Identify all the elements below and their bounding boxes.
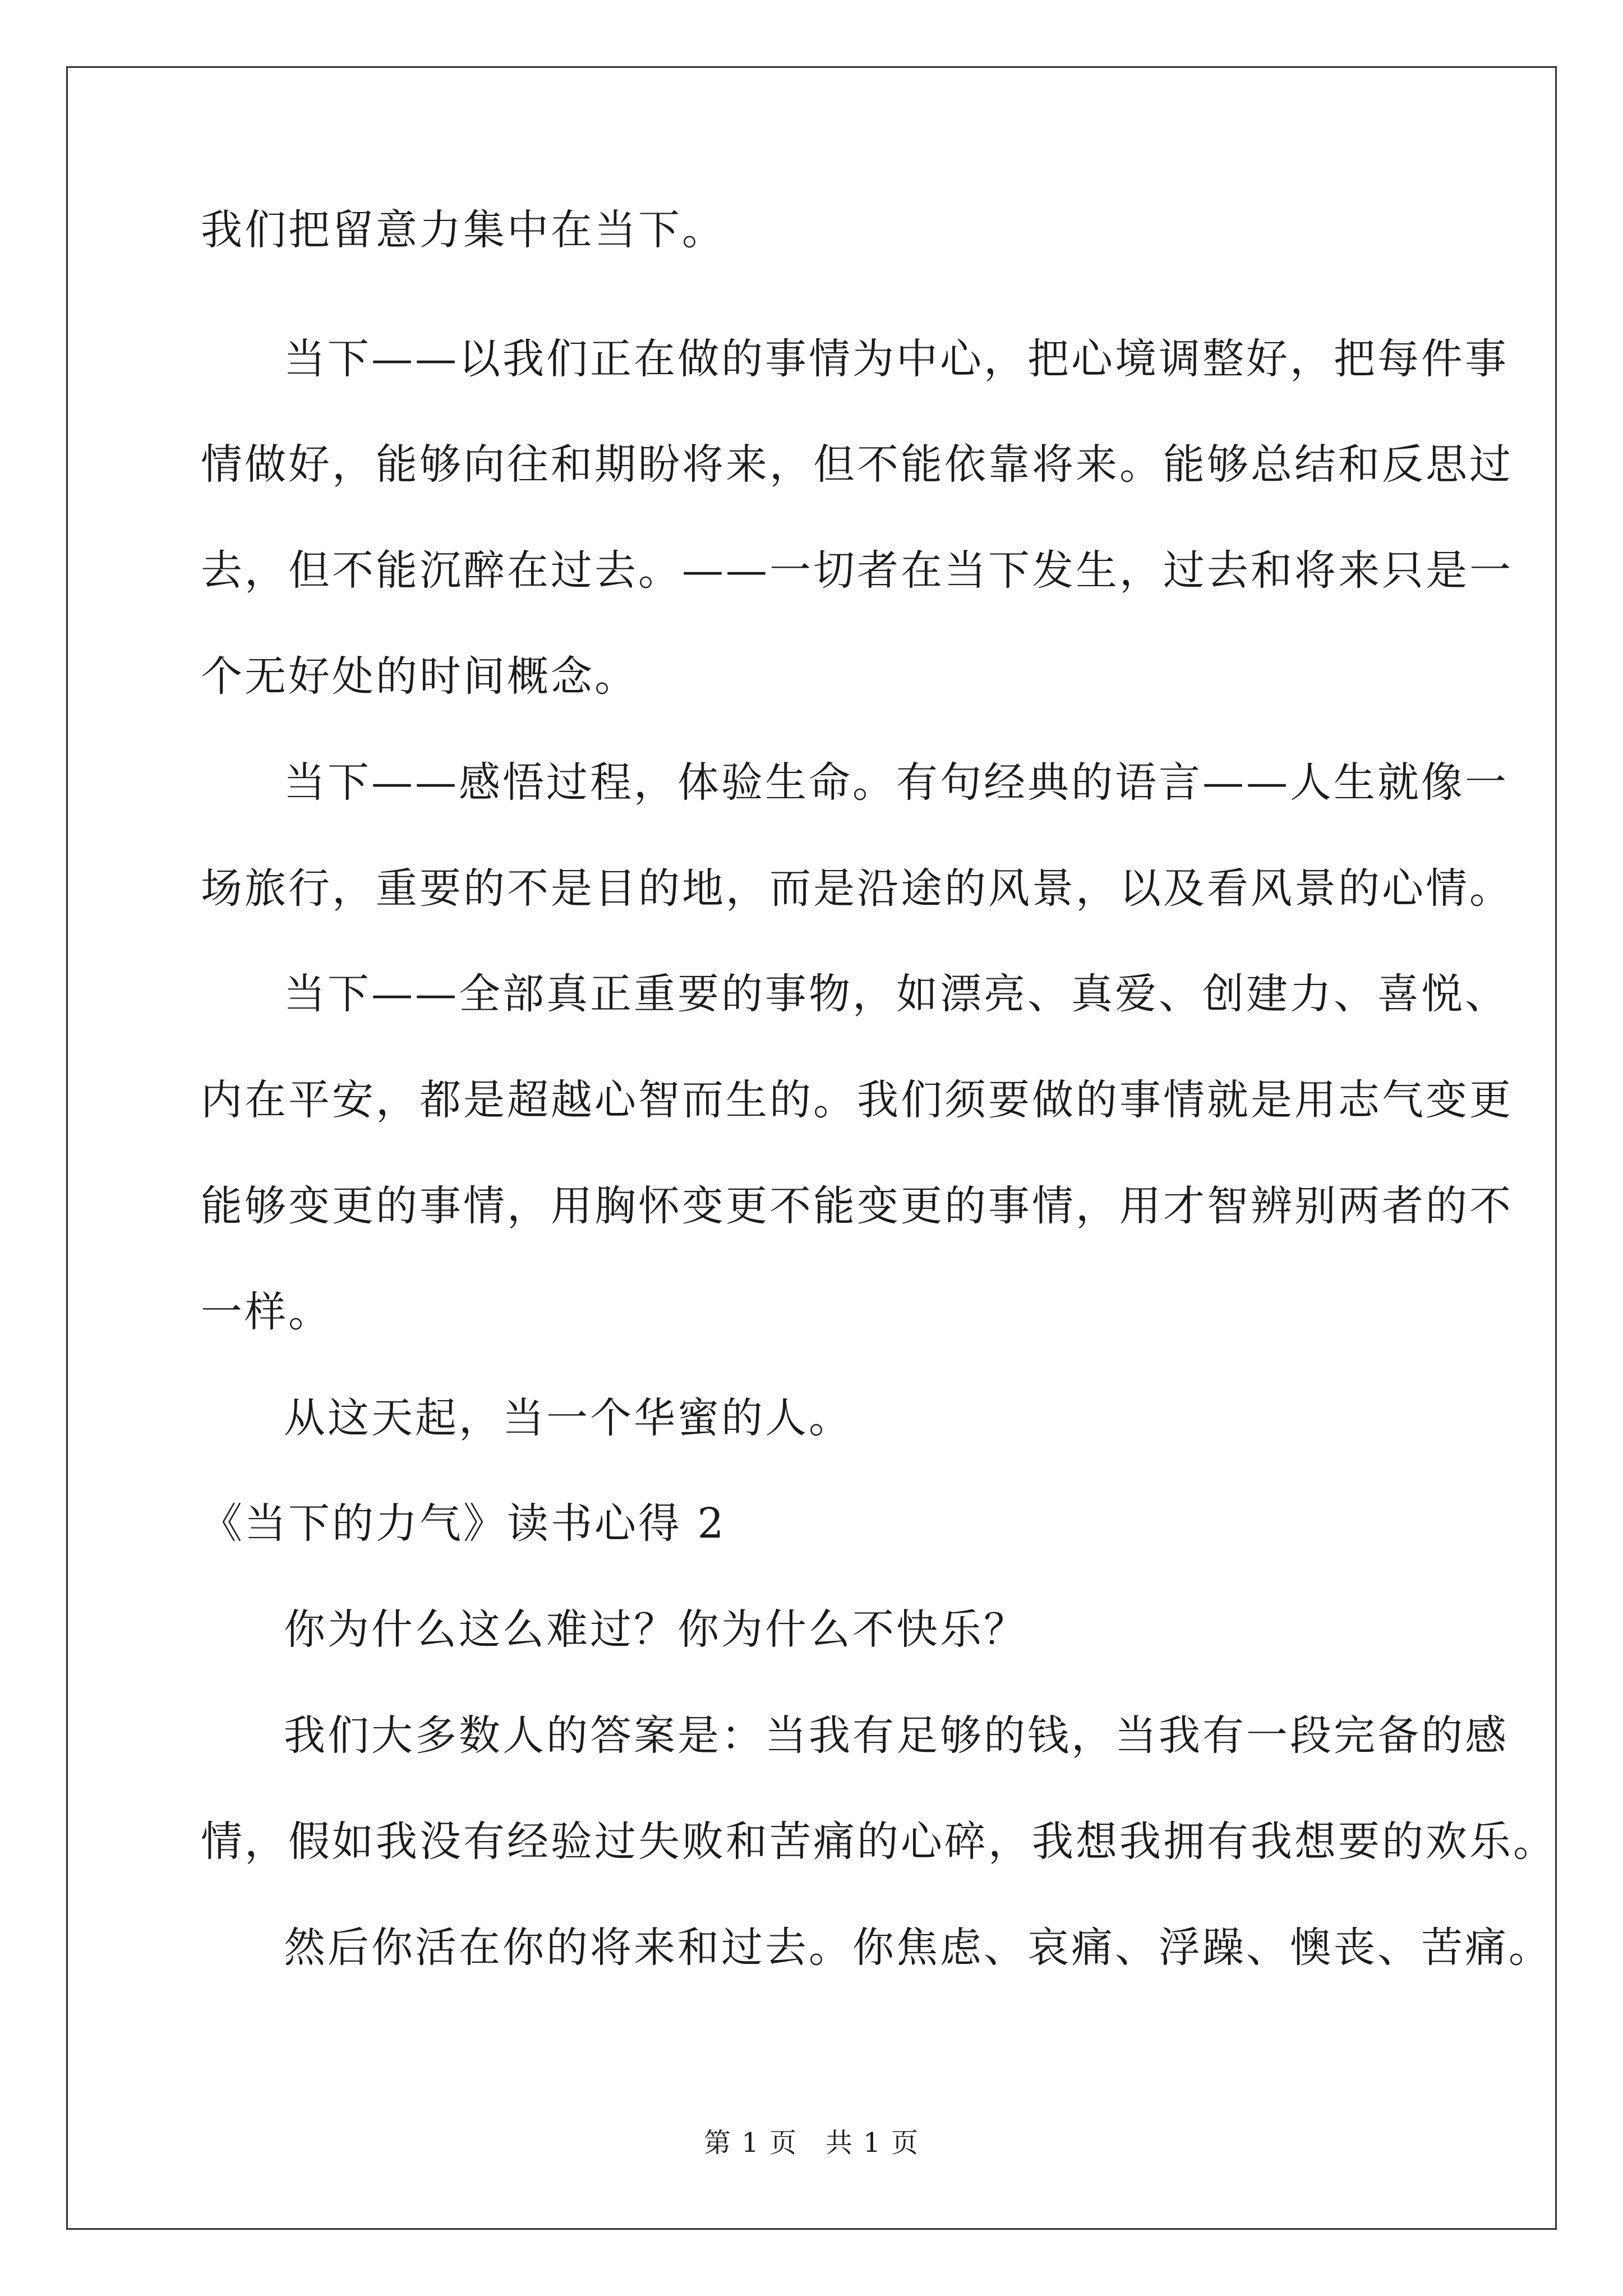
paragraph-line: 当下——感悟过程，体验生命。有句经典的语言——人生就像一: [284, 758, 1509, 807]
paragraph-line: 能够变更的事情，用胸怀变更不能变更的事情，用才智辨别两者的不: [201, 1182, 1513, 1230]
paragraph-line: 个无好处的时间概念。: [201, 652, 638, 701]
paragraph-line: 场旅行，重要的不是目的地，而是沿途的风景，以及看风景的心情。: [201, 864, 1513, 913]
page-footer: 第 1 页 共 1 页: [703, 2127, 920, 2159]
paragraph-line: 情，假如我没有经验过失败和苦痛的心碎，我想我拥有我想要的欢乐。: [201, 1818, 1557, 1866]
paragraph-line: 一样。: [201, 1288, 332, 1336]
section-title: 《当下的力气》读书心得 2: [201, 1499, 726, 1548]
paragraph-line: 你为什么这么难过？你为什么不快乐？: [284, 1605, 1027, 1654]
paragraph-line: 去，但不能沉醉在过去。——一切者在当下发生，过去和将来只是一: [201, 546, 1513, 595]
paragraph-line: 内在平安，都是超越心智而生的。我们须要做的事情就是用志气变更: [201, 1076, 1513, 1124]
paragraph-line: 我们把留意力集中在当下。: [201, 206, 726, 254]
paragraph-line: 当下——全部真正重要的事物，如漂亮、真爱、创建力、喜悦、: [284, 970, 1509, 1018]
paragraph-line: 情做好，能够向往和期盼将来，但不能依靠将来。能够总结和反思过: [201, 440, 1513, 489]
page-frame: [66, 66, 1557, 2230]
paragraph-line: 从这天起，当一个华蜜的人。: [284, 1394, 852, 1442]
paragraph-line: 然后你活在你的将来和过去。你焦虑、哀痛、浮躁、懊丧、苦痛。: [284, 1924, 1552, 1972]
paragraph-line: 当下——以我们正在做的事情为中心，把心境调整好，把每件事: [284, 335, 1509, 383]
paragraph-line: 我们大多数人的答案是：当我有足够的钱，当我有一段完备的感: [284, 1711, 1509, 1760]
